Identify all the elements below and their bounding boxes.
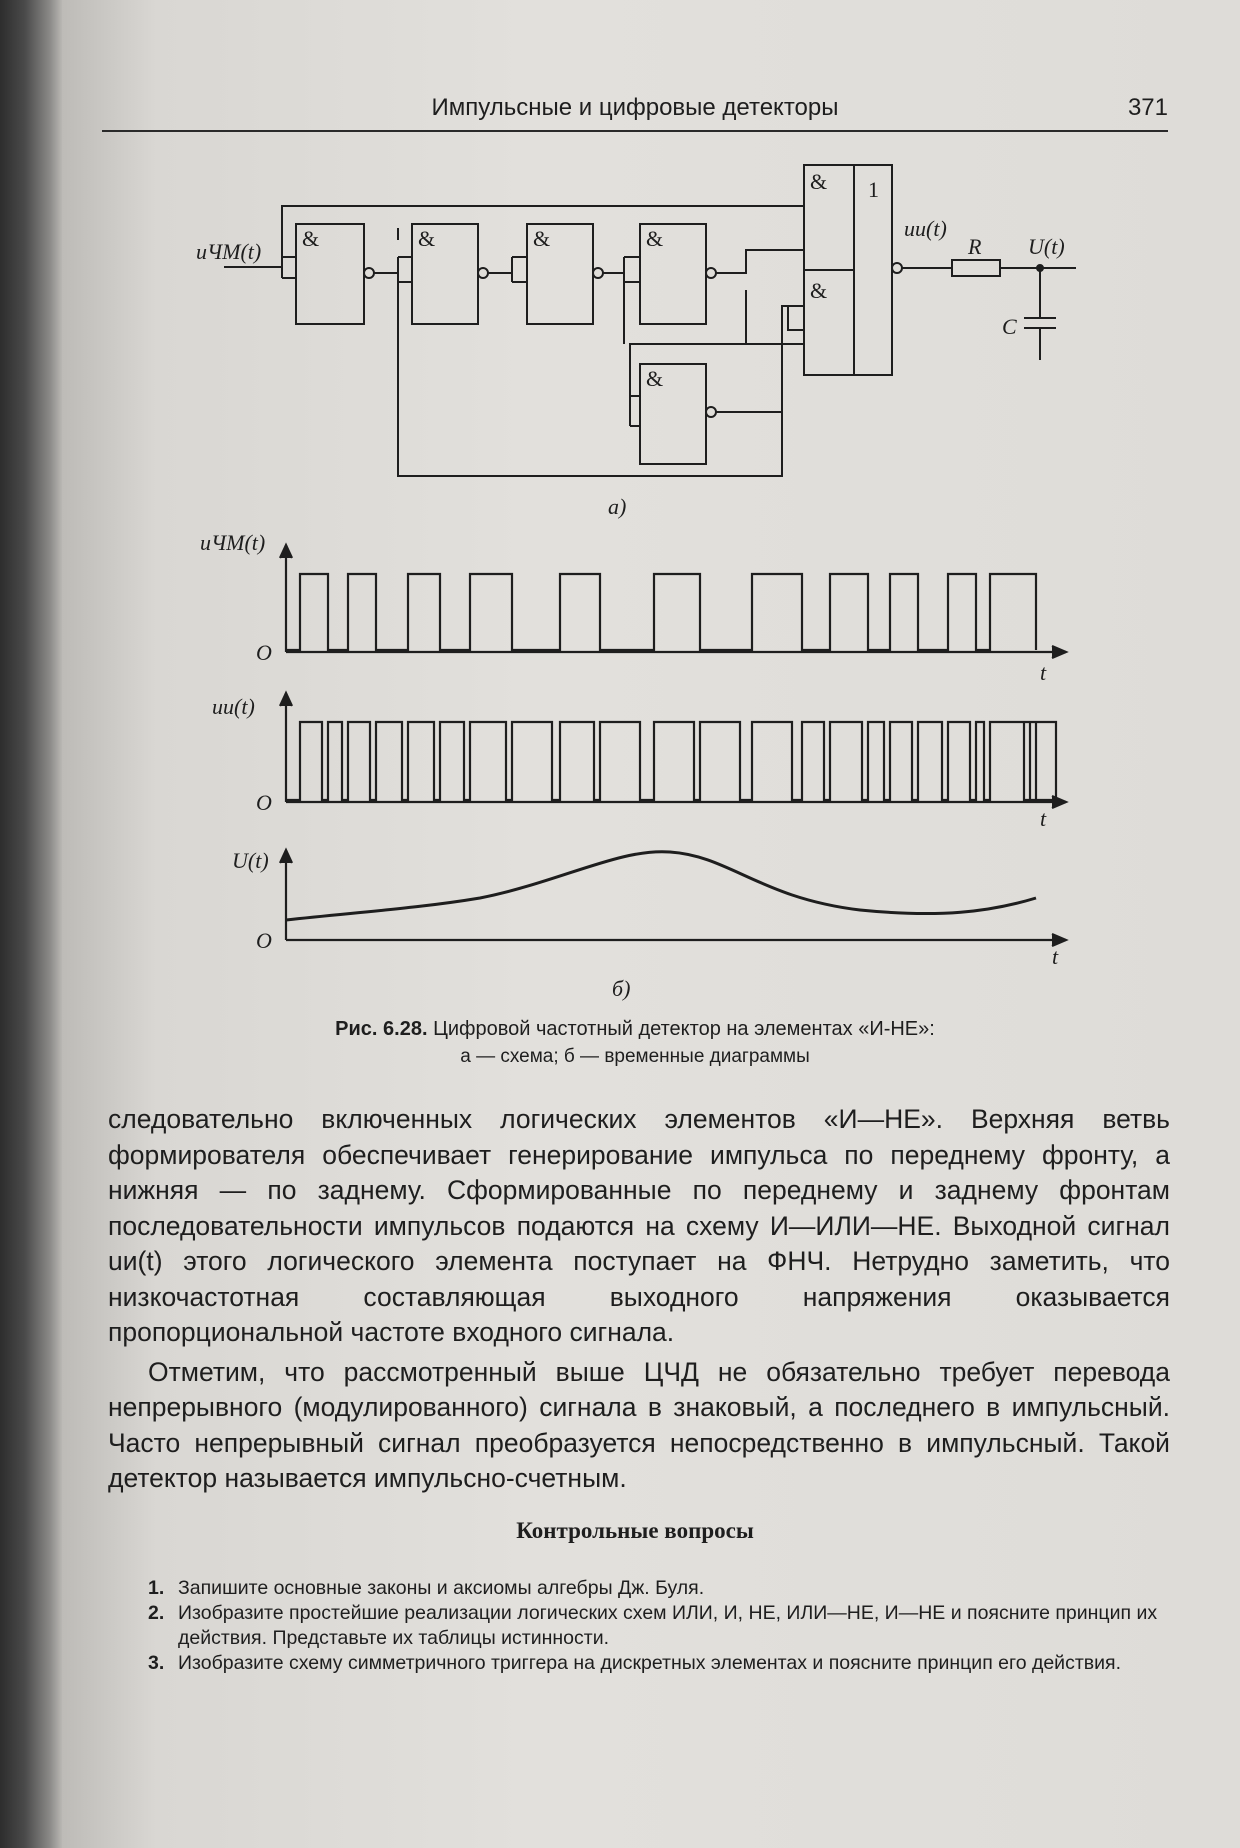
section-title: Контрольные вопросы [516,1518,754,1543]
question-number: 1. [148,1577,165,1599]
gate2-symbol: & [418,226,436,251]
output-node-label: uи(t) [904,216,947,241]
plot1-zero: O [256,640,272,665]
plot3-filtered-output [286,852,1036,920]
figure-caption-text: Цифровой частотный детектор на элементах «И-НЕ»: [433,1018,935,1040]
paragraph-2: Отметим, что рассмотренный выше ЦЧД не обязательно требует перевода непрерывного (модулированного) сигнала в знаковый, а последнего в импульсный. Часто непрерывный сигнал преобразуется непосредственно в импульсный. Такой детектор называется импульсно-счетным. [108,1356,1170,1493]
gate4-symbol: & [646,226,664,251]
panel-b-label: б) [612,976,631,1001]
question-text: Запишите основные законы и аксиомы алгебры Дж. Буля. [178,1577,705,1599]
plot2-zero: O [256,790,272,815]
question-text: Изобразите простейшие реализации логических схем ИЛИ, И, НЕ, ИЛИ—НЕ, И—НЕ и поясните принцип их действия. Представьте их таблицы истинности. [178,1602,1158,1649]
question-item [148,1651,1170,1676]
resistor [952,260,1000,276]
plot2-ylabel: uи(t) [212,694,255,719]
plot1-frequency-modulated-signal [286,574,1036,650]
gate5-symbol: & [646,366,664,391]
question-number: 3. [148,1652,165,1674]
inverter-bubble [364,268,374,278]
figure-caption-sub: а — схема; б — временные диаграммы [460,1046,810,1067]
question-item [148,1576,1170,1601]
question-text: Изобразите схему симметричного триггера на дискретных элементах и поясните принцип его действия. [178,1652,1121,1674]
resistor-label: R [968,234,982,259]
panel-a-label: а) [608,494,627,519]
plot3-axes [286,850,1066,940]
and-upper-symbol: & [810,169,828,194]
questions-list [148,1576,1170,1676]
header-title: Импульсные и цифровые детекторы [431,94,839,121]
question-number: 2. [148,1602,165,1624]
gate3-symbol: & [533,226,551,251]
figure-number: Рис. 6.28. [335,1018,428,1040]
question-item [148,1601,1170,1651]
capacitor [1024,268,1056,360]
plot1-t: t [1040,660,1047,685]
plot2-t: t [1040,806,1047,831]
or-symbol: 1 [868,177,879,202]
gate1-symbol: & [302,226,320,251]
plot1-ylabel: uЧМ(t) [200,530,266,555]
figure-caption [102,1018,1168,1041]
plot3-zero: O [256,928,272,953]
plot3-ylabel: U(t) [232,848,269,873]
schematic-input-label: uЧМ(t) [196,239,262,264]
paragraph-1: следовательно включенных логических элементов «И—НЕ». Верхняя ветвь формирователя обеспечивает генерирование импульса по переднему фронту, а нижняя — по заднему. Сформированные по переднему и заднему фронтам последовательности импульсов подаются на схему И—ИЛИ—НЕ. Выходной сигнал uи(t) этого логического элемента поступает на ФНЧ. Нетрудно заметить, что низкочастотная составляющая выходного напряжения оказывается пропорциональной частоте входного сигнала. [108,1104,1170,1347]
plot3-t: t [1052,944,1059,969]
plot2-pulse-train [286,722,1056,800]
page-number: 371 [1127,94,1168,121]
and-lower-symbol: & [810,278,828,303]
output-signal-label: U(t) [1028,234,1065,259]
capacitor-label: C [1002,314,1017,339]
body-text [108,1102,1170,1497]
